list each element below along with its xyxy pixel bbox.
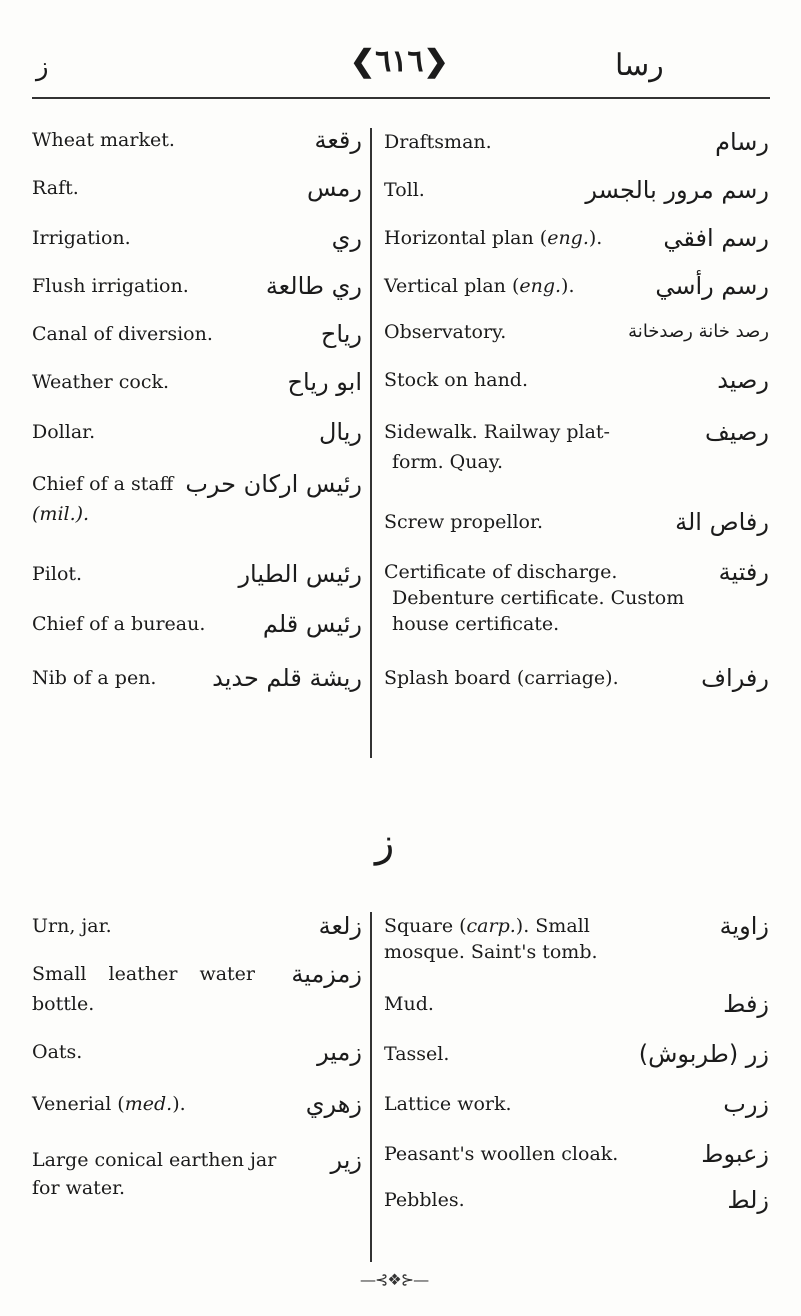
entry-english: Tassel. [384, 1043, 450, 1065]
entry-arabic: رسام [715, 128, 769, 156]
entry-english: Certificate of discharge. [384, 561, 618, 583]
glossary-entry [384, 418, 769, 478]
lower-column-divider [370, 912, 372, 1262]
entry-arabic: رئيس اركان حرب [185, 470, 362, 498]
entry-english: Dollar. [32, 421, 96, 443]
section-letter: ز [375, 820, 395, 866]
entry-english-line2: Debenture certificate. Custom [392, 587, 685, 609]
entry-arabic: رسم رأسي [655, 272, 769, 300]
footer-ornament: —⊰❖⊱— [360, 1270, 429, 1289]
entry-arabic: زعبوط [701, 1140, 769, 1168]
entry-english: Large conical earthen jar [32, 1149, 277, 1171]
entry-arabic: ابو رياح [287, 368, 362, 396]
page-header [0, 0, 801, 100]
entry-english-line3: house certificate. [392, 613, 560, 635]
entry-english: Stock on hand. [384, 369, 529, 391]
entry-arabic: زهري [305, 1090, 362, 1118]
entry-english: Sidewalk. Railway plat- [384, 421, 610, 443]
glossary-entry [32, 1146, 362, 1206]
entry-arabic: رفتية [718, 558, 769, 586]
entry-english: Pilot. [32, 563, 83, 585]
entry-arabic: رقعة [314, 126, 362, 154]
entry-arabic: زلعة [318, 912, 362, 940]
entry-arabic: رفاص الة [675, 508, 769, 536]
entry-arabic: زفط [723, 990, 769, 1018]
entry-english-line2: for water. [32, 1177, 126, 1199]
glossary-entry [384, 912, 769, 972]
entry-english: Oats. [32, 1041, 83, 1063]
entry-english: Flush irrigation. [32, 275, 189, 297]
entry-english: Peasant's woollen cloak. [384, 1143, 619, 1165]
entry-english: Splash board (carriage). [384, 667, 619, 689]
entry-english: Pebbles. [384, 1189, 465, 1211]
entry-english: Screw propellor. [384, 511, 544, 533]
entry-arabic: رياح [320, 320, 362, 348]
entry-english: Draftsman. [384, 131, 492, 153]
entry-arabic: رسم افقي [663, 224, 769, 252]
entry-arabic: رصيف [704, 418, 769, 446]
header-left-word: ز [36, 52, 49, 82]
header-rule [32, 97, 770, 99]
entry-english: Nib of a pen. [32, 667, 157, 689]
header-right-word: رسا [615, 48, 664, 83]
entry-english: Chief of a staff [32, 473, 174, 495]
entry-english-line2: (mil.). [32, 503, 90, 525]
entry-arabic: رمس [306, 174, 362, 202]
entry-english: Irrigation. [32, 227, 131, 249]
entry-arabic: زمير [317, 1038, 362, 1066]
glossary-entry [384, 558, 769, 648]
entry-english: Mud. [384, 993, 434, 1015]
entry-arabic: رصد خانة رصدخانة [628, 321, 769, 342]
entry-arabic: زير [330, 1146, 362, 1174]
entry-english: Small leather water [32, 963, 255, 985]
entry-arabic: زر (طربوش) [638, 1040, 769, 1068]
entry-english: Lattice work. [384, 1093, 512, 1115]
upper-column-divider [370, 128, 372, 758]
entry-english: Horizontal plan (eng.). [384, 227, 603, 249]
entry-english: Urn, jar. [32, 915, 112, 937]
entry-arabic: رئيس قلم [262, 610, 362, 638]
entry-english: Square (carp.). Small [384, 915, 590, 937]
entry-arabic: زاوية [719, 912, 769, 940]
entry-english-line2: form. Quay. [392, 451, 504, 473]
glossary-entry [32, 960, 362, 1020]
entry-english: Toll. [384, 179, 425, 201]
entry-arabic: رئيس الطيار [238, 560, 362, 588]
entry-english-line2: bottle. [32, 993, 95, 1015]
entry-english: Vertical plan (eng.). [384, 275, 575, 297]
entry-arabic: ري طالعة [265, 272, 362, 300]
entry-english: Wheat market. [32, 129, 175, 151]
entry-arabic: ري [331, 224, 362, 252]
entry-arabic: ريشة قلم حديد [212, 664, 362, 692]
entry-english-line2: mosque. Saint's tomb. [384, 941, 598, 963]
entry-english: Raft. [32, 177, 79, 199]
entry-arabic: ريال [318, 418, 362, 446]
page-number: ❮٦١٦❯ [350, 44, 449, 79]
entry-arabic: زلط [727, 1186, 769, 1214]
entry-arabic: رصيد [717, 366, 769, 394]
entry-arabic: رسم مرور بالجسر [585, 176, 769, 204]
glossary-entry [32, 470, 362, 530]
entry-english: Weather cock. [32, 371, 170, 393]
entry-english: Observatory. [384, 321, 507, 343]
entry-english: Venerial (med.). [32, 1093, 186, 1115]
entry-arabic: زمزمية [291, 960, 362, 988]
entry-english: Canal of diversion. [32, 323, 213, 345]
entry-english: Chief of a bureau. [32, 613, 206, 635]
entry-arabic: زرب [723, 1090, 769, 1118]
entry-arabic: رفراف [701, 664, 769, 692]
